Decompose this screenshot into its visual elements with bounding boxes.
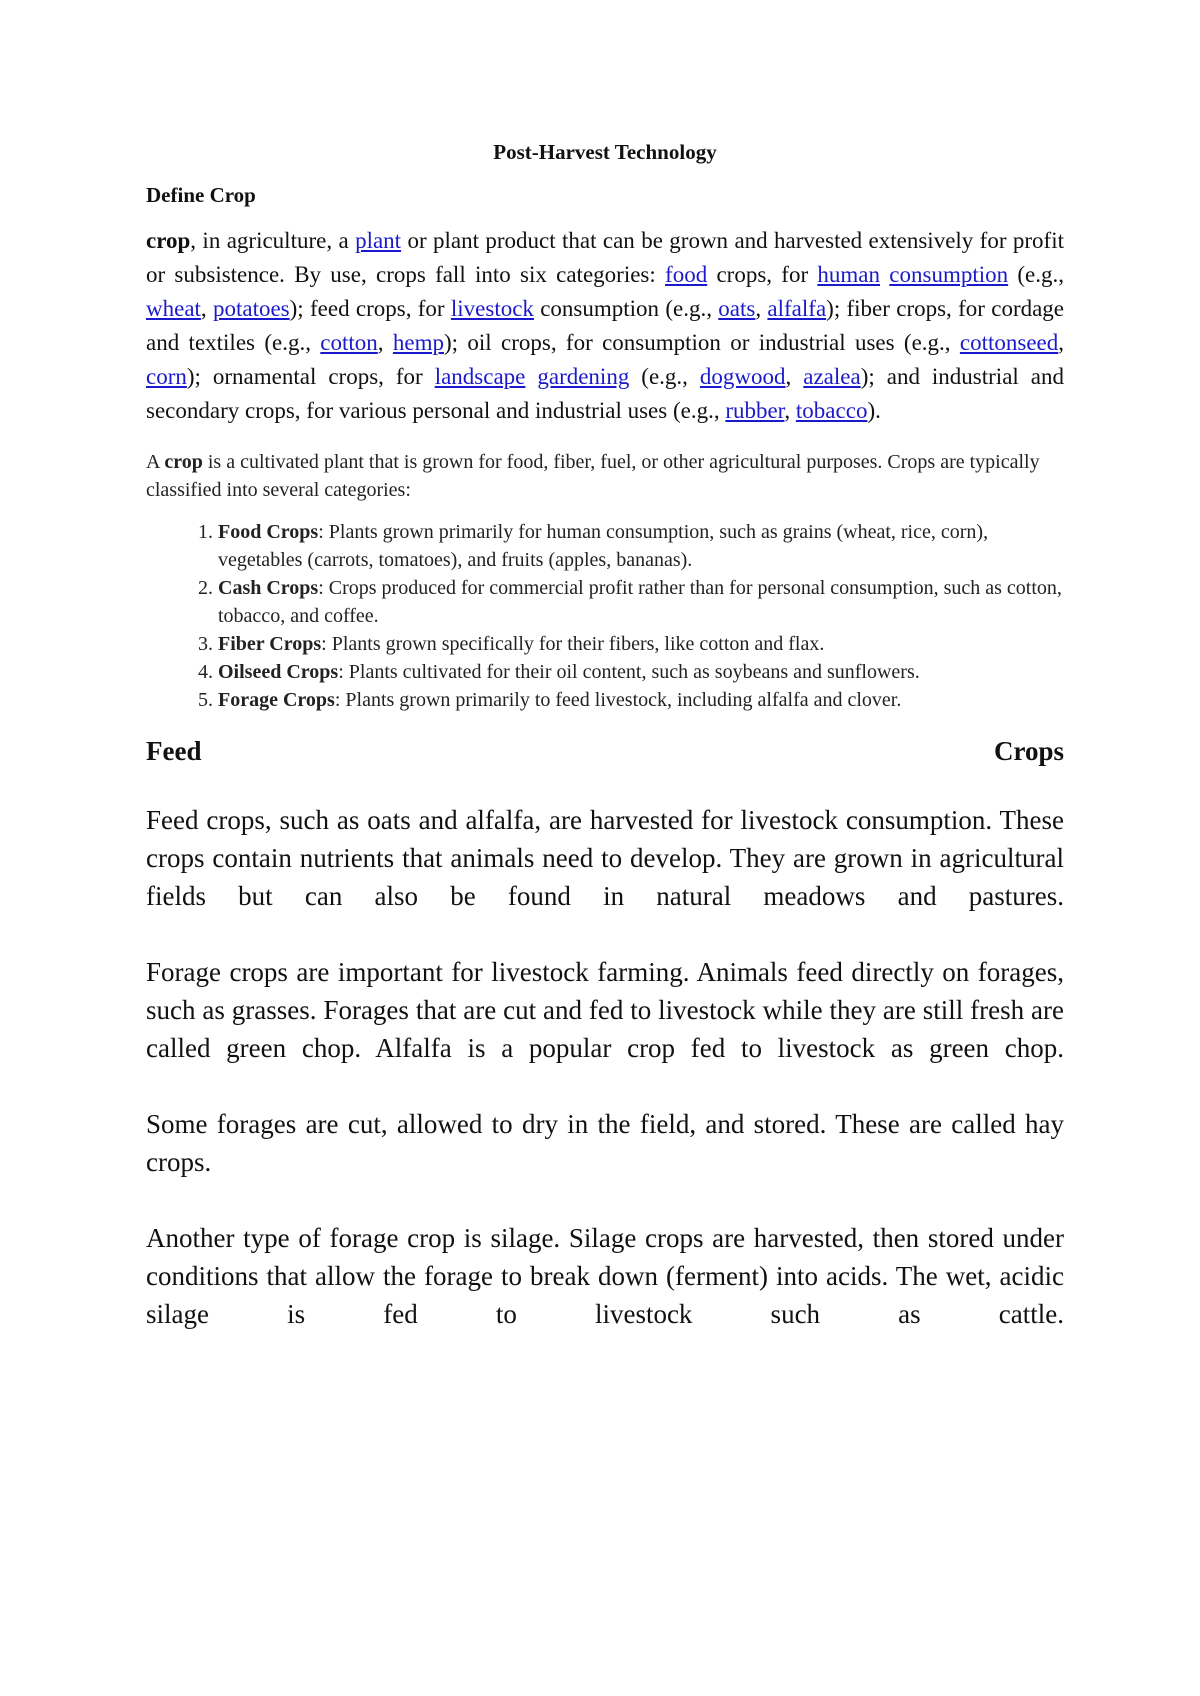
list-item: 2. Cash Crops: Crops produced for commercial profit rather than for personal consumption, such as cotton, tobacco, and coffee. xyxy=(218,574,1064,630)
crop-intro-paragraph: A crop is a cultivated plant that is grown for food, fiber, fuel, or other agricultural purposes. Crops are typically classified into several categories: xyxy=(146,451,1040,501)
list-item: 4. Oilseed Crops: Plants cultivated for their oil content, such as soybeans and sunflowers. xyxy=(218,658,1064,686)
link-consumption[interactable]: consumption xyxy=(889,262,1009,287)
link-alfalfa[interactable]: alfalfa xyxy=(767,296,827,321)
link-food[interactable]: food xyxy=(665,262,708,287)
paragraph-forage-crops: Forage crops are important for livestock farming. Animals feed directly on forages, such as grasses. Forages that are cut and fed to livestock while they are still fresh are called green chop. Alfalfa is a popular crop fed to livestock as green chop. xyxy=(146,957,1064,1063)
link-plant[interactable]: plant xyxy=(355,228,402,253)
section-heading-feed-crops: Feed Crops xyxy=(146,736,1064,766)
document-title: Post-Harvest Technology xyxy=(493,140,717,164)
link-landscape[interactable]: landscape xyxy=(434,364,526,389)
link-dogwood[interactable]: dogwood xyxy=(699,364,786,389)
crop-categories-list xyxy=(146,518,1064,714)
link-azalea[interactable]: azalea xyxy=(803,364,861,389)
paragraph-feed-crops: Feed crops, such as oats and alfalfa, are harvested for livestock consumption. These crops contain nutrients that animals need to develop. They are grown in agricultural fields but can also be found in natural meadows and pastures. xyxy=(146,805,1064,911)
link-livestock[interactable]: livestock xyxy=(450,296,534,321)
link-gardening[interactable]: gardening xyxy=(537,364,630,389)
paragraph-silage-crops: Another type of forage crop is silage. Silage crops are harvested, then stored under conditions that allow the forage to break down (ferment) into acids. The wet, acidic silage is fed to livestock such as cattle. xyxy=(146,1223,1064,1329)
link-cotton[interactable]: cotton xyxy=(320,330,378,355)
list-item: 3. Fiber Crops: Plants grown specifically for their fibers, like cotton and flax. xyxy=(218,630,1064,658)
link-cottonseed[interactable]: cottonseed xyxy=(959,330,1059,355)
document-page xyxy=(146,140,1064,1371)
link-corn[interactable]: corn xyxy=(146,364,187,389)
link-human[interactable]: human xyxy=(817,262,880,287)
paragraph-hay-crops: Some forages are cut, allowed to dry in the field, and stored. These are called hay crops. xyxy=(146,1109,1064,1177)
term-crop: crop xyxy=(146,228,191,253)
crop-definition-paragraph: crop, in agriculture, a plant or plant product that can be grown and harvested extensively for profit or subsistence. By use, crops fall into six categories: food crops, for human consumption (e.g., wheat, potatoes); feed crops, for livestock consumption (e.g., oats, alfalfa); fiber crops, for cordage and textiles (e.g., cotton, hemp); oil crops, for consumption or industrial uses (e.g., cottonseed, corn); ornamental crops, for landscape gardening (e.g., dogwood, azalea); and industrial and secondary crops, for various personal and industrial uses (e.g., rubber, tobacco). xyxy=(146,228,1065,423)
term-crop-intro: crop xyxy=(164,451,203,473)
link-tobacco[interactable]: tobacco xyxy=(795,398,868,423)
link-hemp[interactable]: hemp xyxy=(392,330,444,355)
link-oats[interactable]: oats xyxy=(718,296,756,321)
link-potatoes[interactable]: potatoes xyxy=(212,296,290,321)
list-item: 5. Forage Crops: Plants grown primarily to feed livestock, including alfalfa and clover. xyxy=(218,686,1064,714)
section-heading-define-crop: Define Crop xyxy=(146,183,256,207)
link-rubber[interactable]: rubber xyxy=(725,398,785,423)
link-wheat[interactable]: wheat xyxy=(146,296,201,321)
list-item: 1. Food Crops: Plants grown primarily for human consumption, such as grains (wheat, rice, corn), vegetables (carrots, tomatoes), and fruits (apples, bananas). xyxy=(218,518,1064,574)
